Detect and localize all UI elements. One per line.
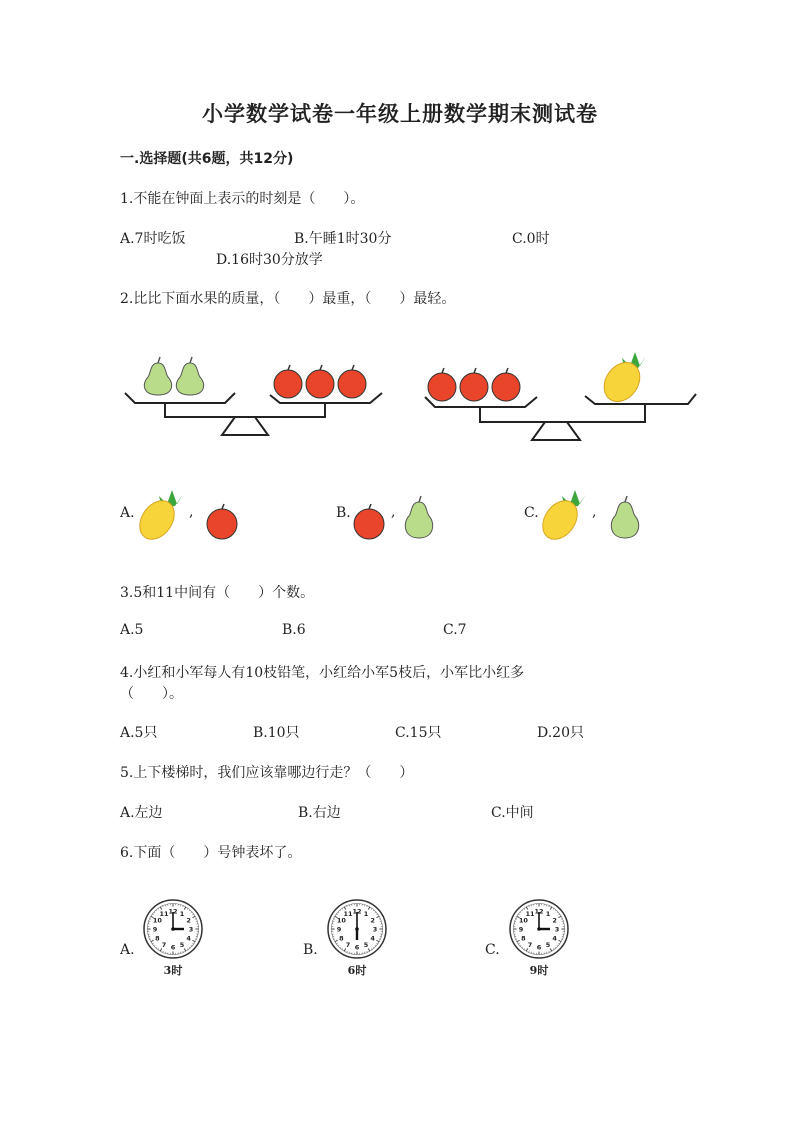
apple-icon	[338, 365, 366, 398]
balance-scale-2	[420, 350, 700, 445]
apple-icon	[207, 504, 237, 539]
clock-number: 4	[552, 934, 557, 943]
q2-option-a-fruits	[135, 488, 245, 543]
q2-option-a[interactable]: A.	[120, 505, 135, 521]
clock-number: 1	[545, 909, 551, 918]
clock-a	[142, 898, 204, 960]
q3-option-a[interactable]: A.5	[120, 622, 144, 638]
q4-option-d[interactable]: D.20只	[537, 725, 584, 741]
q4-option-b[interactable]: B.10只	[253, 725, 300, 741]
apple-icon	[460, 368, 488, 401]
q6-option-b[interactable]: B.	[303, 942, 318, 958]
clock-number: 7	[161, 941, 167, 950]
clock-b-label: 6时	[347, 964, 367, 977]
svg-text:,: ,	[391, 504, 396, 520]
apple-icon	[492, 368, 520, 401]
q1-option-a[interactable]: A.7时吃饭	[120, 231, 186, 247]
q6-option-a[interactable]: A.	[120, 942, 135, 958]
clock-number: 10	[336, 916, 346, 925]
pineapple-icon	[133, 490, 183, 546]
question-6-stem: 6.下面（ ）号钟表坏了。	[120, 845, 302, 861]
question-3-stem: 3.5和11中间有（ ）个数。	[120, 585, 315, 601]
q3-option-b[interactable]: B.6	[282, 622, 306, 638]
clock-number: 11	[159, 909, 169, 918]
pear-icon	[405, 496, 432, 538]
svg-text:,: ,	[189, 504, 194, 520]
clock-number: 8	[155, 934, 160, 943]
clock-number: 2	[552, 916, 557, 925]
clock-a-label: 3时	[163, 964, 183, 977]
clock-number: 3	[554, 925, 560, 934]
q5-option-b[interactable]: B.右边	[298, 805, 341, 821]
clock-number: 3	[188, 925, 194, 934]
q1-option-d[interactable]: D.16时30分放学	[216, 252, 323, 268]
clock-number: 7	[345, 941, 351, 950]
balance-scale-1	[120, 355, 400, 440]
question-4-stem: 4.小红和小军每人有10枝铅笔，小红给小军5枝后，小军比小红多	[120, 665, 525, 681]
pear-icon	[144, 357, 171, 395]
clock-number: 9	[336, 925, 342, 934]
q1-option-b[interactable]: B.午睡1时30分	[294, 231, 392, 247]
clock-number: 8	[521, 934, 526, 943]
clock-number: 11	[525, 909, 535, 918]
clock-number: 10	[152, 916, 162, 925]
clock-number: 6	[354, 943, 360, 952]
clock-number: 2	[370, 916, 375, 925]
clock-number: 12	[534, 907, 544, 916]
clock-b	[326, 898, 388, 960]
question-4-stem-cont: （ ）。	[120, 686, 183, 702]
clock-c-label: 9时	[529, 964, 549, 977]
clock-number: 6	[170, 943, 176, 952]
pineapple-icon	[536, 490, 586, 546]
clock-number: 12	[168, 907, 178, 916]
clock-number: 5	[179, 941, 185, 950]
apple-icon	[274, 365, 302, 398]
apple-icon	[306, 365, 334, 398]
clock-number: 3	[372, 925, 378, 934]
clock-number: 5	[545, 941, 551, 950]
pear-icon	[611, 496, 638, 538]
clock-number: 10	[518, 916, 528, 925]
clock-number: 9	[152, 925, 158, 934]
question-5-stem: 5.上下楼梯时，我们应该靠哪边行走？（ ）	[120, 765, 414, 781]
clock-number: 1	[363, 909, 369, 918]
clock-number: 1	[179, 909, 185, 918]
section-heading: 一.选择题(共6题，共12分)	[120, 151, 294, 167]
clock-number: 5	[363, 941, 369, 950]
clock-number: 8	[339, 934, 344, 943]
q2-option-b-fruits	[350, 488, 445, 543]
apple-icon	[428, 368, 456, 401]
q6-option-c[interactable]: C.	[485, 942, 500, 958]
clock-number: 11	[343, 909, 353, 918]
q2-option-c[interactable]: C.	[524, 505, 539, 521]
pear-icon	[176, 357, 203, 395]
clock-number: 2	[186, 916, 191, 925]
q1-option-c[interactable]: C.0时	[512, 231, 550, 247]
question-1-stem: 1.不能在钟面上表示的时刻是（ ）。	[120, 191, 365, 207]
q3-option-c[interactable]: C.7	[443, 622, 467, 638]
question-2-stem: 2.比比下面水果的质量，（ ）最重，（ ）最轻。	[120, 291, 456, 307]
clock-number: 7	[527, 941, 533, 950]
clock-c	[508, 898, 570, 960]
clock-number: 9	[518, 925, 524, 934]
clock-number: 12	[352, 907, 362, 916]
apple-icon	[354, 504, 384, 539]
svg-text:,: ,	[592, 504, 597, 520]
q4-option-c[interactable]: C.15只	[395, 725, 442, 741]
q5-option-a[interactable]: A.左边	[120, 805, 163, 821]
q2-option-c-fruits	[538, 488, 648, 543]
clock-number: 6	[536, 943, 542, 952]
q5-option-c[interactable]: C.中间	[491, 805, 534, 821]
q2-option-b[interactable]: B.	[336, 505, 351, 521]
clock-number: 4	[370, 934, 375, 943]
page-title: 小学数学试卷一年级上册数学期末测试卷	[202, 102, 598, 126]
clock-number: 4	[186, 934, 191, 943]
pineapple-icon	[597, 352, 647, 408]
q4-option-a[interactable]: A.5只	[120, 725, 158, 741]
